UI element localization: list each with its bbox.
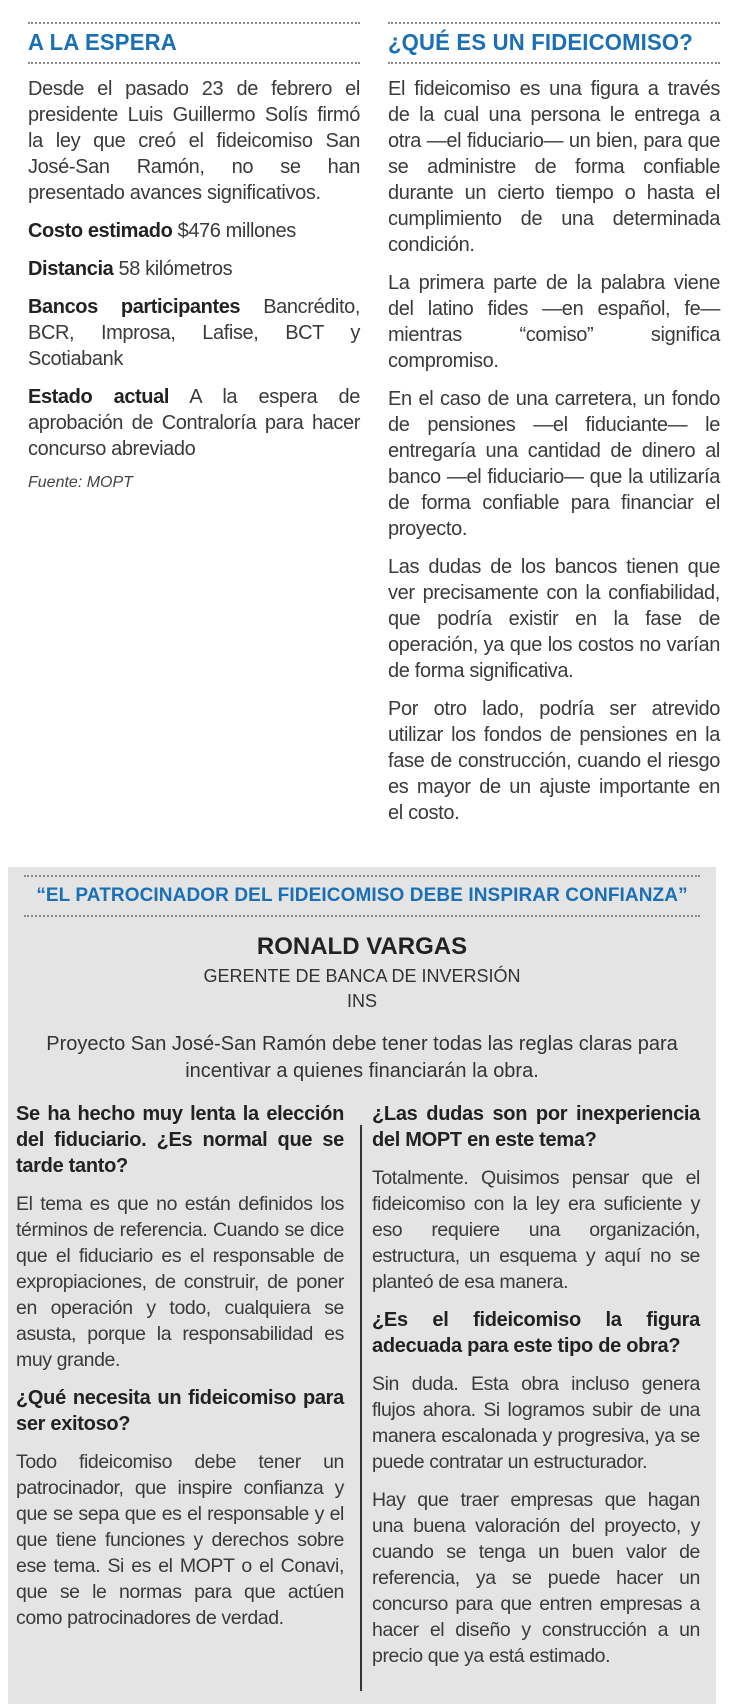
question: ¿Es el fideicomiso la figura adecuada para este tipo de obra? xyxy=(372,1309,700,1357)
interview-box xyxy=(8,867,716,1704)
section-title: ¿QUÉ ES UN FIDEICOMISO? xyxy=(388,29,693,55)
answer: El tema es que no están definidos los términos de referencia. Cuando se dice que el fiduciario es el responsable de expropiaciones, de construir, de poner en operación y todo, cualquiera se asusta, porque la responsabilidad es muy grande. xyxy=(16,1193,344,1371)
section-title: A LA ESPERA xyxy=(28,29,177,55)
answer: Sin duda. Esta obra incluso genera flujos ahora. Si logramos subir de una manera escalonada y progresiva, ya se puede contratar un estructurador. xyxy=(372,1373,700,1473)
fact-label: Estado actual xyxy=(28,386,170,408)
fact-label: Distancia xyxy=(28,258,114,280)
question: ¿Las dudas son por inexperiencia del MOPT en este tema? xyxy=(372,1103,700,1151)
interview-column-right xyxy=(372,1101,700,1681)
interviewee-role: GERENTE DE BANCA DE INVERSIÓN xyxy=(203,966,521,986)
interviewee-name: RONALD VARGAS xyxy=(256,933,468,960)
fact-item xyxy=(28,256,360,282)
answer: Hay que traer empresas que hagan una buena valoración del proyecto, y cuando se tenga un buen valor de referencia, ya se puede hacer un concurso para que entren empresas a hacer el diseño y construcción a un precio que ya está estimado. xyxy=(372,1489,700,1667)
dotted-rule-top xyxy=(388,22,720,24)
dotted-rule-top xyxy=(28,22,360,24)
paragraph: En el caso de una carretera, un fondo de pensiones —el fiduciante— le entregaría una cantidad de dinero al banco —el fiduciario— que la utilizaría de forma confiable para financiar el proyecto. xyxy=(388,388,720,540)
answer: Todo fideicomiso debe tener un patrocinador, que inspire confianza y que se sepa que es el responsable y el que tiene funciones y derechos sobre ese tema. Si es el MOPT o el Conavi, que se le normas para que actúen como patrocinadores de verdad. xyxy=(16,1451,344,1629)
lead-paragraph: Proyecto San José-San Ramón debe tener todas las reglas claras para incentivar a quienes financiarán la obra. xyxy=(46,1033,678,1082)
sidebar-que-es-fideicomiso xyxy=(388,22,720,838)
paragraph: Las dudas de los bancos tienen que ver precisamente con la confiabilidad, que podría existir en la fase de operación, ya que los costos no varían de forma significativa. xyxy=(388,556,720,682)
paragraph: La primera parte de la palabra viene del latino fides —en español, fe— mientras “comiso” significa compromiso. xyxy=(388,272,720,372)
fact-label: Bancos participantes xyxy=(28,296,241,318)
fact-item xyxy=(28,384,360,462)
interview-column-left xyxy=(16,1101,344,1643)
dotted-rule-top xyxy=(24,875,700,877)
answer: Totalmente. Quisimos pensar que el fideicomiso con la ley era suficiente y eso requiere una organización, estructura, un esquema y aquí no se planteó de esa manera. xyxy=(372,1167,700,1293)
fact-label: Costo estimado xyxy=(28,220,173,242)
interviewee-org: INS xyxy=(346,991,377,1011)
intro-paragraph: Desde el pasado 23 de febrero el presidente Luis Guillermo Solís firmó la ley que creó el fideicomiso San José-San Ramón, no se han presentado avances significativos. xyxy=(28,78,360,204)
column-divider xyxy=(360,1125,362,1691)
dotted-rule-bottom xyxy=(24,915,700,917)
dotted-rule-bottom xyxy=(28,62,360,64)
question: Se ha hecho muy lenta la elección del fiduciario. ¿Es normal que se tarde tanto? xyxy=(16,1103,344,1177)
fact-item xyxy=(28,294,360,372)
dotted-rule-bottom xyxy=(388,62,720,64)
source-note: Fuente: MOPT xyxy=(28,474,133,491)
fact-value: $476 millones xyxy=(177,220,296,242)
fact-value: A la espera de aprobación de Contraloría para hacer concurso abreviado xyxy=(28,386,360,460)
pull-quote: “EL PATROCINADOR DEL FIDEICOMISO DEBE INSPIRAR CONFIANZA” xyxy=(36,885,688,906)
paragraph: Por otro lado, podría ser atrevido utilizar los fondos de pensiones en la fase de construcción, cuando el riesgo es mayor de un ajuste importante en el costo. xyxy=(388,698,720,824)
question: ¿Qué necesita un fideicomiso para ser exitoso? xyxy=(16,1387,344,1435)
sidebar-a-la-espera xyxy=(28,22,360,492)
fact-value: Bancrédito, BCR, Improsa, Lafise, BCT y Scotiabank xyxy=(28,296,360,370)
paragraph: El fideicomiso es una figura a través de la cual una persona le entrega a otra —el fiduciario— un bien, para que se administre de forma confiable durante un cierto tiempo o hasta el cumplimiento de una determinada condición. xyxy=(388,78,720,256)
fact-value: 58 kilómetros xyxy=(118,258,233,280)
fact-item xyxy=(28,218,360,244)
